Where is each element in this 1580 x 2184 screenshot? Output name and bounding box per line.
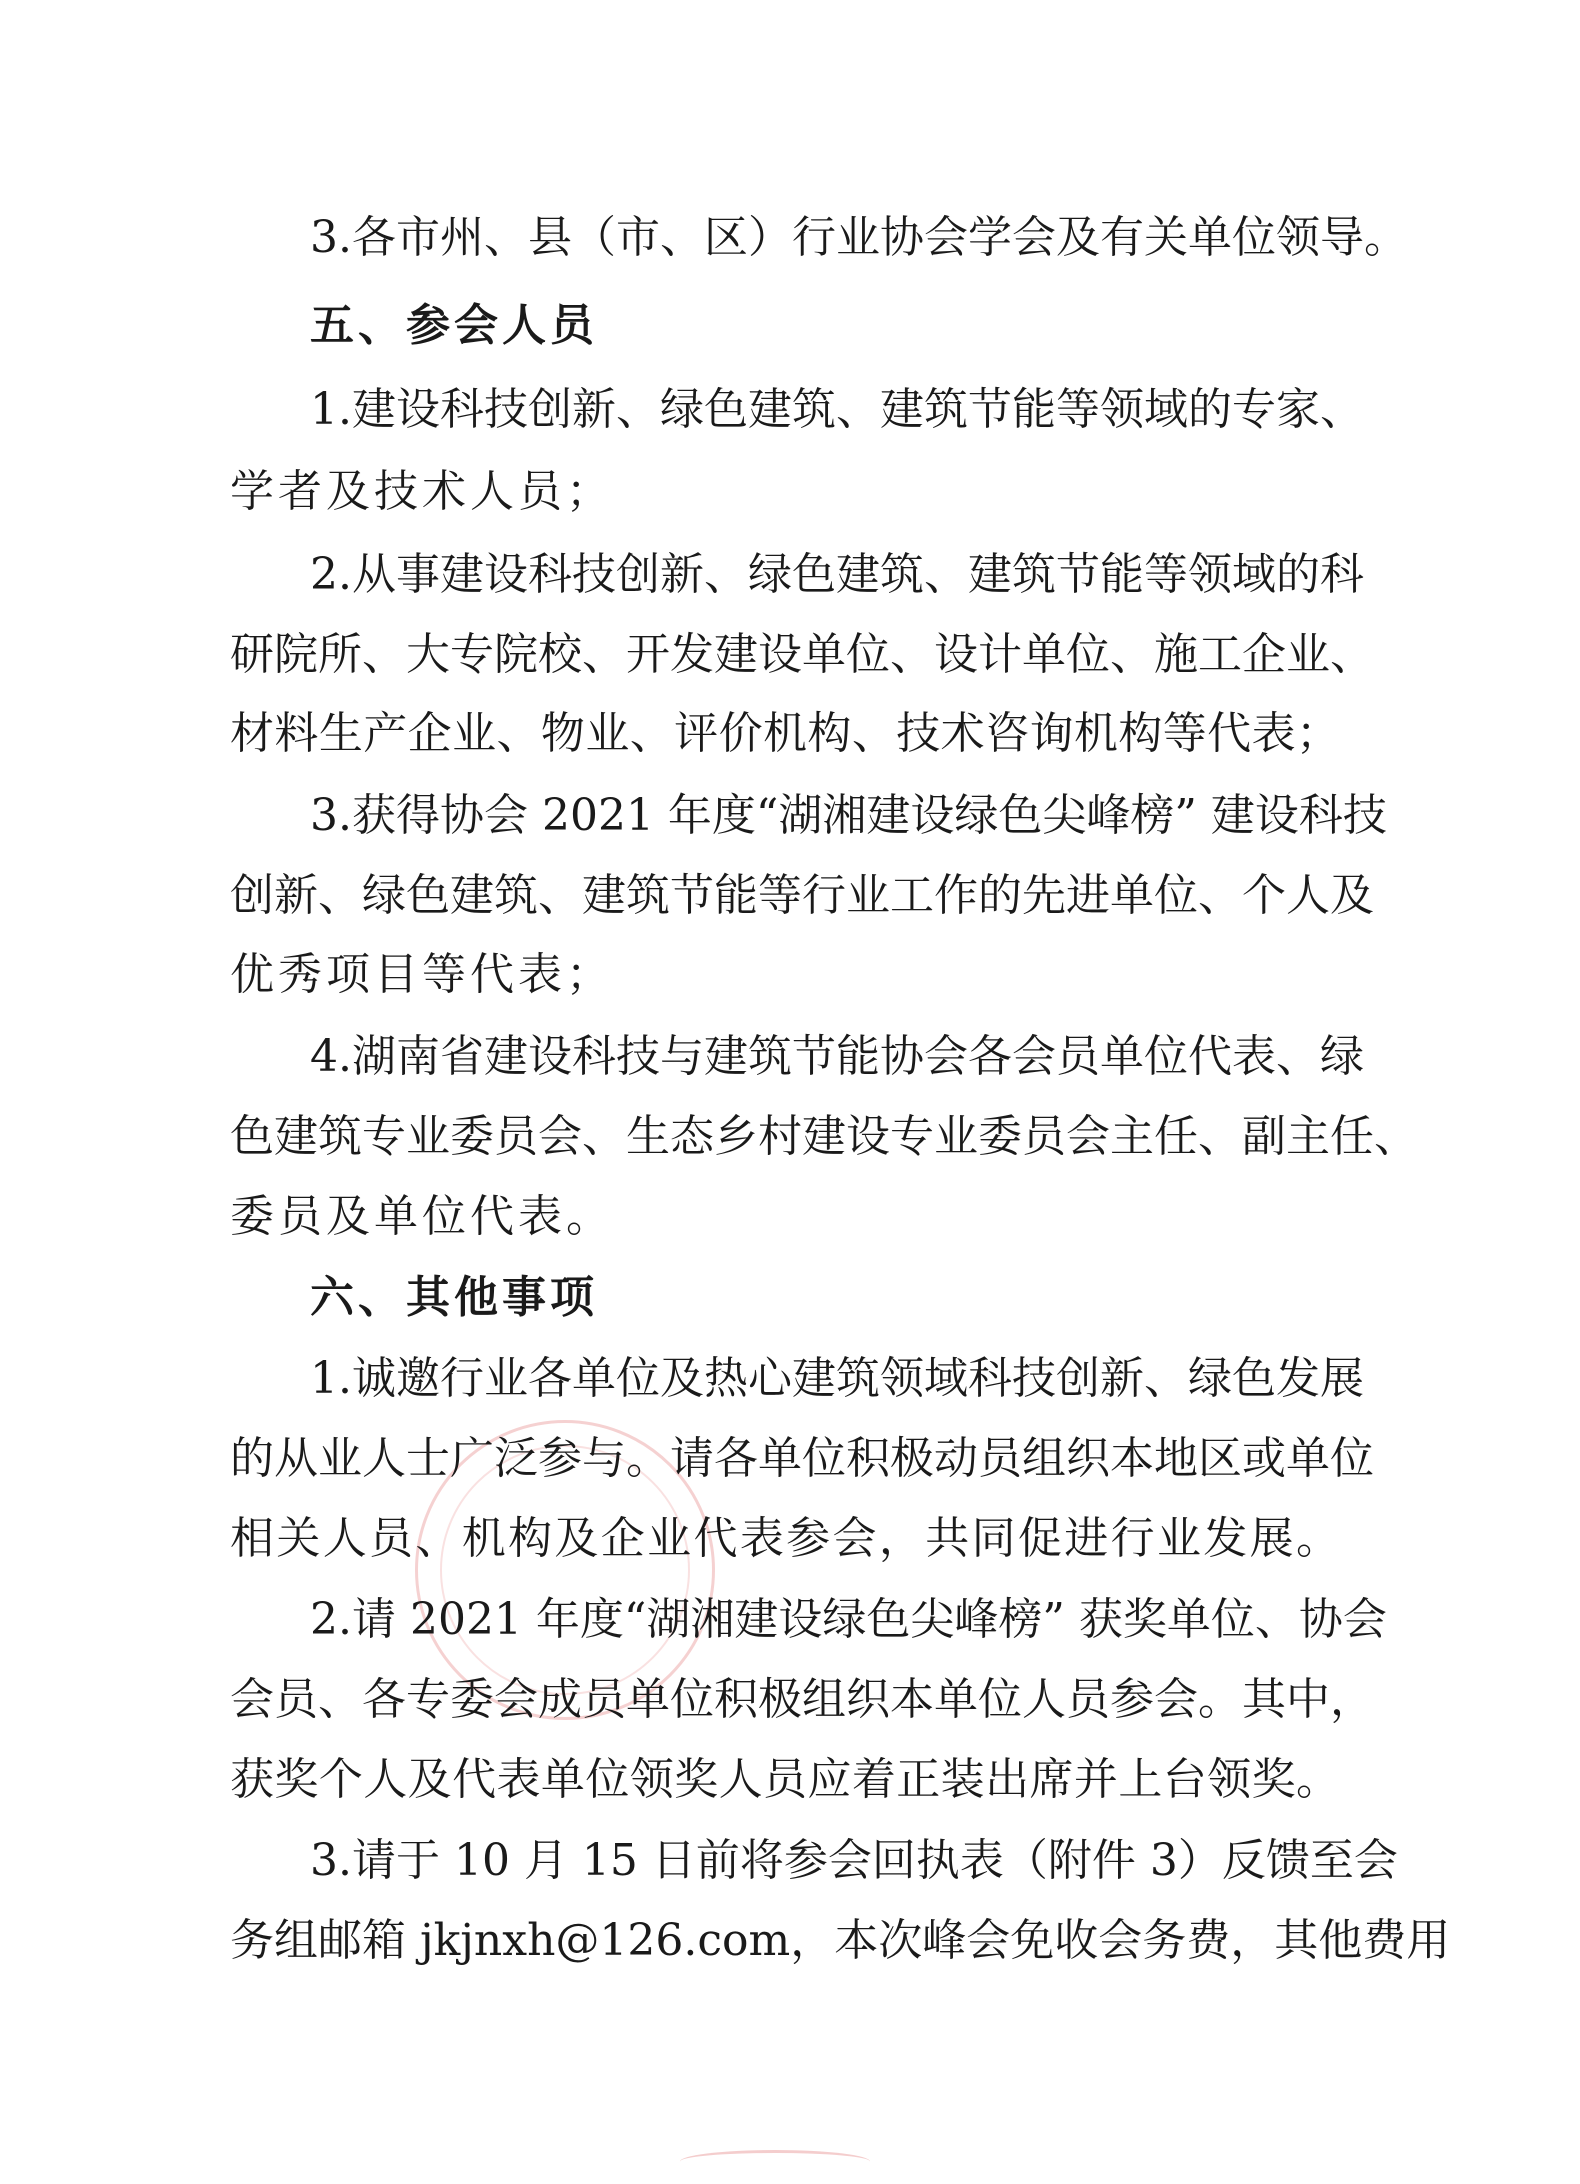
paragraph-line: 4.湖南省建设科技与建筑节能协会各会员单位代表、绿 xyxy=(310,1031,1364,1082)
paragraph-line: 研院所、大专院校、开发建设单位、设计单位、施工企业、 xyxy=(230,629,1374,680)
paragraph-line: 3.请于 10 月 15 日前将参会回执表（附件 3）反馈至会 xyxy=(310,1835,1398,1886)
paragraph-line: 优秀项目等代表； xyxy=(230,949,614,1000)
paragraph-line: 色建筑专业委员会、生态乡村建设专业委员会主任、副主任、 xyxy=(230,1111,1418,1162)
paragraph-line: 会员、各专委会成员单位积极组织本单位人员参会。其中， xyxy=(230,1674,1374,1725)
red-seal-fragment xyxy=(680,2150,870,2173)
paragraph-line: 1.诚邀行业各单位及热心建筑领域科技创新、绿色发展 xyxy=(310,1353,1364,1404)
paragraph-line: 3.各市州、县（市、区）行业协会学会及有关单位领导。 xyxy=(310,212,1408,263)
paragraph-line: 2.请 2021 年度“湖湘建设绿色尖峰榜” 获奖单位、协会 xyxy=(310,1594,1387,1645)
paragraph-line: 3.获得协会 2021 年度“湖湘建设绿色尖峰榜” 建设科技 xyxy=(310,790,1387,841)
paragraph-line: 相关人员、机构及企业代表参会，共同促进行业发展。 xyxy=(230,1513,1340,1564)
paragraph-line: 材料生产企业、物业、评价机构、技术咨询机构等代表； xyxy=(230,708,1340,759)
paragraph-line: 的从业人士广泛参与。请各单位积极动员组织本地区或单位 xyxy=(230,1433,1374,1484)
paragraph-line: 1.建设科技创新、绿色建筑、建筑节能等领域的专家、 xyxy=(310,384,1364,435)
section-heading-attendees: 五、参会人员 xyxy=(310,300,598,351)
paragraph-line: 获奖个人及代表单位领奖人员应着正装出席并上台领奖。 xyxy=(230,1754,1340,1805)
paragraph-line: 务组邮箱 jkjnxh@126.com，本次峰会免收会务费，其他费用 xyxy=(230,1915,1451,1966)
section-heading-other-matters: 六、其他事项 xyxy=(310,1272,598,1323)
paragraph-line: 2.从事建设科技创新、绿色建筑、建筑节能等领域的科 xyxy=(310,549,1364,600)
paragraph-line: 委员及单位代表。 xyxy=(230,1191,614,1242)
paragraph-line: 学者及技术人员； xyxy=(230,466,614,517)
paragraph-line: 创新、绿色建筑、建筑节能等行业工作的先进单位、个人及 xyxy=(230,870,1374,921)
